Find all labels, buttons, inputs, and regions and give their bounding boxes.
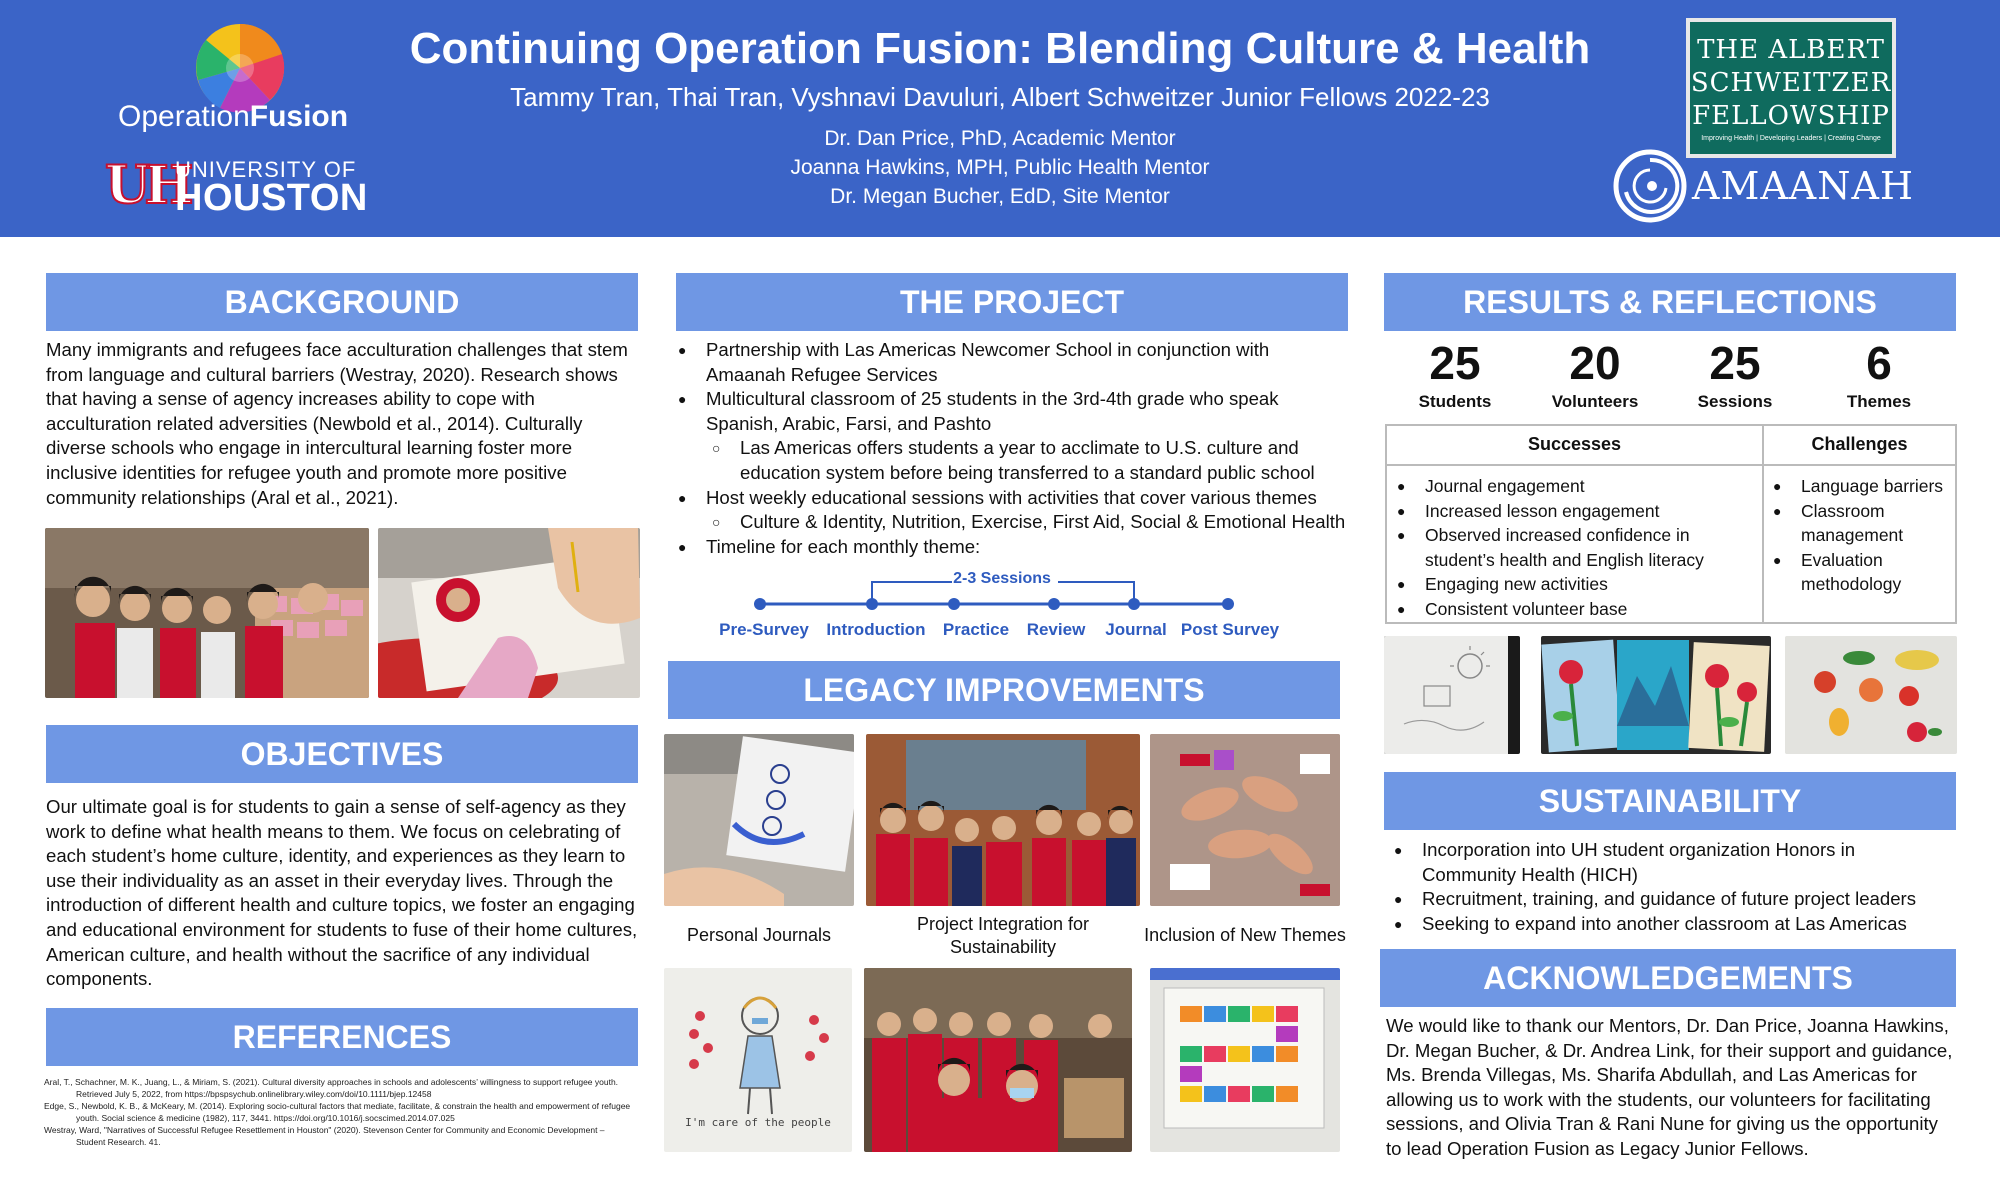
background-heading: BACKGROUND	[46, 273, 638, 331]
sustainability-list	[1392, 838, 1952, 936]
challenges-list	[1771, 474, 1955, 597]
success-item: ● Engaging new activities	[1395, 572, 1757, 597]
table-header-divider	[1387, 464, 1955, 466]
uh-houston: HOUSTON	[175, 177, 368, 219]
reference-item: Edge, S., Newbold, K. B., & McKeary, M. (2014). Exploring socio-cultural factors that mediate, facilitate, & constrain the health and empowerment of refugee youth. Social science & medicine (1982), 117, 3441. https://doi.org/10.1016/j.socscimed.2014.07.025	[44, 1101, 631, 1123]
personal-journal-photo	[664, 734, 854, 906]
fruit-cutouts-photo	[1785, 636, 1957, 754]
project-bullet: ● Host weekly educational sessions with activities that cover various themes	[676, 486, 1352, 511]
students-group-photo	[45, 528, 369, 698]
monthly-theme-timeline	[718, 568, 1298, 646]
poster-header	[0, 0, 2000, 237]
timeline-step: Review	[1026, 620, 1086, 639]
amaanah-logo	[1612, 148, 1915, 228]
background-text: Many immigrants and refugees face acculturation challenges that stem from language and cultural barriers (Westray, 2020). Research shows that having a sense of agency increases ability to cope with acculturation related adversities (Newbold et al., 2014). Culturally diverse schools who engage in intercultural learning foster more inclusive identities for refugee youth and promote more positive community relationships (Aral et al., 2021).	[46, 339, 628, 508]
asf-line: THE ALBERT	[1697, 35, 1885, 65]
caption-new-themes: Inclusion of New Themes	[1144, 925, 1346, 945]
project-heading: THE PROJECT	[676, 273, 1348, 331]
project-sub-bullet: ○ Culture & Identity, Nutrition, Exercise, First Aid, Social & Emotional Health	[676, 510, 1352, 535]
success-item: ● Increased lesson engagement	[1395, 499, 1757, 524]
stat-label: Students	[1418, 392, 1492, 411]
references-list	[44, 1076, 634, 1148]
timeline-step: Introduction	[826, 620, 926, 639]
project-bullet: ● Multicultural classroom of 25 students in the 3rd-4th grade who speak Spanish, Arabic, Farsi, and Pashto	[676, 387, 1352, 436]
references-heading: REFERENCES	[46, 1008, 638, 1066]
success-item: ● Observed increased confidence in student’s health and English literacy	[1395, 523, 1757, 572]
project-sub-bullet: ○ Las Americas offers students a year to acclimate to U.S. culture and education system before being transferred to a standard public school	[676, 436, 1352, 485]
amaanah-swirl-icon	[1612, 148, 1688, 224]
objectives-text: Our ultimate goal is for students to gain a sense of self-agency as they work to define what health means to them. We focus on celebrating of each student’s home culture, identity, and experiences as they learn to use their individuality as an asset in their everyday lives. Through the introduction of different health and culture topics, we foster an engaging and educational environment for students to fuse of their home cultures, American culture, and health without the sacrifice of any individual components.	[46, 796, 638, 990]
poster-authors: Tammy Tran, Thai Tran, Vyshnavi Davuluri, Albert Schweitzer Junior Fellows 2022-23	[510, 82, 1490, 112]
asf-line: FELLOWSHIP	[1692, 101, 1890, 131]
results-heading: RESULTS & REFLECTIONS	[1384, 273, 1956, 331]
stat-themes	[1809, 338, 1949, 412]
caption-project-integration: Project Integration for Sustainability	[916, 914, 1090, 957]
mentor-line: Joanna Hawkins, MPH, Public Health Mentor	[790, 156, 1210, 179]
stat-students	[1385, 338, 1525, 412]
project-bullets	[676, 338, 1352, 559]
sustainability-item: ● Seeking to expand into another classroom at Las Americas	[1392, 912, 1952, 937]
sustainability-heading: SUSTAINABILITY	[1384, 772, 1956, 830]
stat-value: 20	[1569, 337, 1621, 389]
poster-title: Continuing Operation Fusion: Blending Culture & Health	[409, 24, 1591, 73]
stat-volunteers	[1525, 338, 1665, 412]
amaanah-wordmark: AMAANAH	[1692, 164, 1915, 208]
table-column-divider	[1762, 426, 1764, 622]
reference-item: Westray, Ward, "Narratives of Successful Refugee Resettlement in Houston" (2020). Stevenson Center for Community and Economic Development – Student Research. 41.	[44, 1125, 605, 1147]
acknowledgements-text: We would like to thank our Mentors, Dr. Dan Price, Joanna Hawkins, Dr. Megan Bucher, & Dr. Andrea Link, for their support and guidance, Ms. Brenda Villegas, Ms. Sharifa Abdullah, and Las Americas for allowing us to work with the students, our volunteers for facilitating sessions, and Olivia Tran & Rani Nune for giving us the opportunity to lead Operation Fusion as Legacy Junior Fellows.	[1386, 1015, 1953, 1159]
stat-value: 6	[1866, 337, 1892, 389]
stat-label: Sessions	[1697, 392, 1773, 411]
mentor-line: Dr. Dan Price, PhD, Academic Mentor	[824, 127, 1176, 150]
challenge-item: ● Classroom management	[1771, 499, 1955, 548]
asf-tagline: Improving Health | Developing Leaders | Creating Change	[1701, 135, 1881, 142]
challenges-header: Challenges	[1811, 434, 1908, 454]
operation-fusion-wordmark	[118, 100, 348, 134]
timeline-step: Post Survey	[1180, 620, 1280, 639]
successes-list	[1395, 474, 1757, 621]
successes-challenges-table	[1385, 424, 1957, 624]
volunteers-outdoor-photo	[864, 968, 1132, 1152]
logo-wordmark-light: Operation	[118, 100, 250, 133]
mentor-line: Dr. Megan Bucher, EdD, Site Mentor	[830, 185, 1170, 208]
reference-item: Aral, T., Schachner, M. K., Juang, L., & Miriam, S. (2021). Cultural diversity approaches in schools and adolescents’ willingness to support refugee youth. Retrieved July 5, 2022, from https://bpspsychub.onlinelibrary.wiley.com/doi/10.1111/bjep.12458	[44, 1077, 619, 1099]
challenge-item: ● Language barriers	[1771, 474, 1955, 499]
stat-sessions	[1665, 338, 1805, 412]
project-bullet: ● Partnership with Las Americas Newcomer School in conjunction with Amaanah Refugee Services	[676, 338, 1352, 387]
logo-wordmark-bold: Fusion	[249, 100, 349, 133]
sustainability-item: ● Recruitment, training, and guidance of future project leaders	[1392, 887, 1952, 912]
watercolor-paintings-photo	[1541, 636, 1771, 754]
uh-university-of: UNIVERSITY OF	[175, 157, 357, 182]
challenge-item: ● Evaluation methodology	[1771, 548, 1955, 597]
albert-schweitzer-fellowship-logo	[1686, 18, 1896, 158]
stat-value: 25	[1709, 337, 1761, 389]
acknowledgements-heading: ACKNOWLEDGEMENTS	[1380, 949, 1956, 1007]
stat-label: Themes	[1846, 392, 1912, 411]
university-of-houston-logo	[105, 155, 375, 219]
student-drawing-photo	[664, 968, 852, 1152]
sustainability-item: ● Incorporation into UH student organization Honors in Community Health (HICH)	[1392, 838, 1952, 887]
journal-writing-photo	[378, 528, 640, 698]
legacy-heading: LEGACY IMPROVEMENTS	[668, 661, 1340, 719]
first-aid-activity-photo	[1150, 734, 1340, 906]
asf-line: SCHWEITZER	[1690, 68, 1892, 98]
poster-mentors	[380, 124, 1620, 211]
caption-personal-journals: Personal Journals	[686, 925, 832, 945]
timeline-sessions-label: 2-3 Sessions	[953, 570, 1051, 587]
objectives-heading: OBJECTIVES	[46, 725, 638, 783]
board-game-photo	[1150, 968, 1340, 1152]
stat-label: Volunteers	[1551, 392, 1639, 411]
timeline-step: Journal	[1105, 620, 1167, 639]
success-item: ● Consistent volunteer base	[1395, 597, 1757, 622]
volunteers-group-photo	[866, 734, 1140, 906]
uh-mark: UH	[105, 155, 188, 216]
successes-header: Successes	[1527, 434, 1622, 454]
sketch-journal-photo	[1384, 636, 1520, 754]
timeline-step: Pre-Survey	[719, 620, 809, 639]
project-bullet: ● Timeline for each monthly theme:	[676, 535, 1352, 560]
timeline-step: Practice	[942, 620, 1010, 639]
results-stats	[1385, 338, 1955, 416]
drawing-caption-text: I'm care of the people	[685, 1116, 831, 1129]
success-item: ● Journal engagement	[1395, 474, 1757, 499]
stat-value: 25	[1429, 337, 1481, 389]
